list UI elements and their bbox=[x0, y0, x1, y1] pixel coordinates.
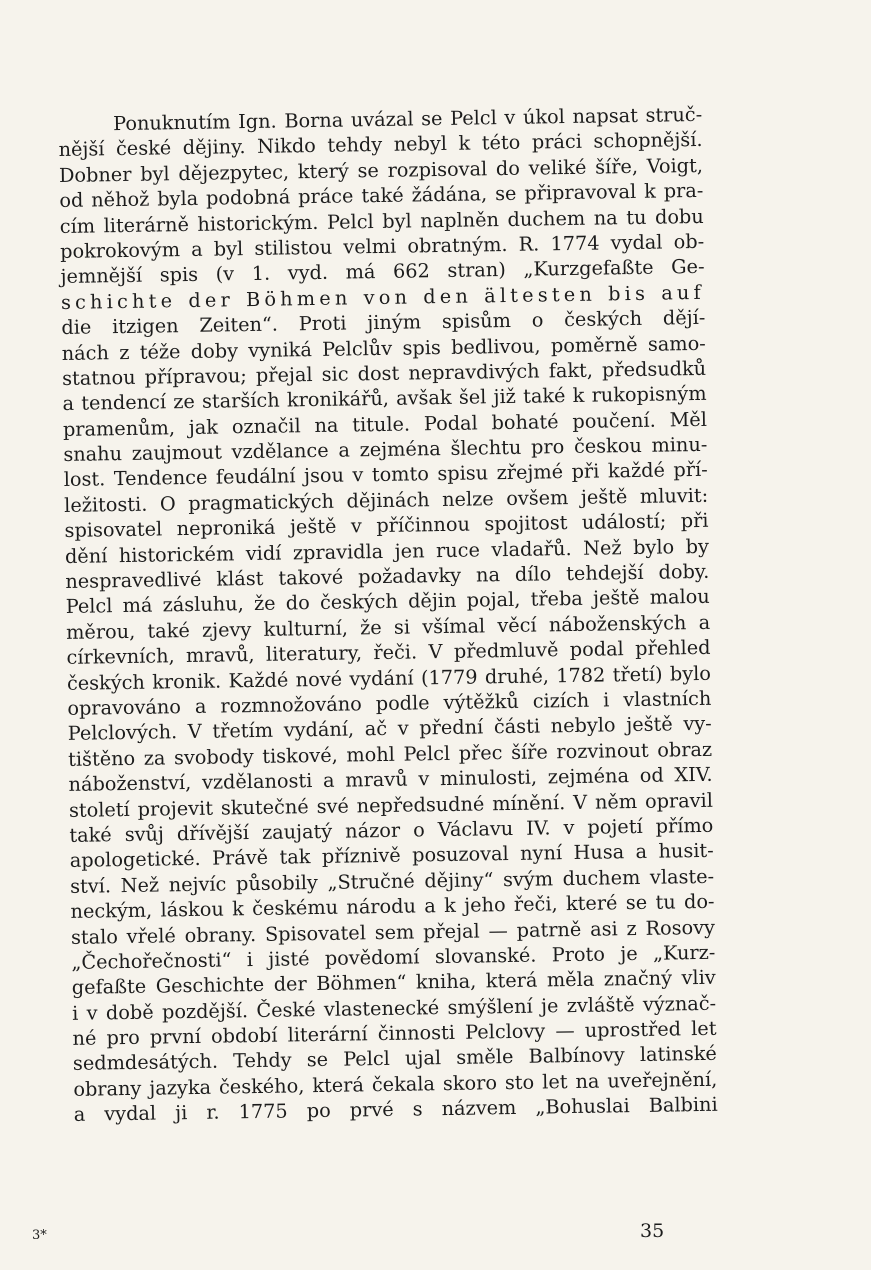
text-line: ležitosti. O pragmatických dějinách nelze ovšem ještě mluvit: bbox=[63, 483, 709, 517]
text-line: století projevit skutečné své nepředsudné mínění. V něm opravil bbox=[68, 788, 714, 822]
text-line: opravováno a rozmnožováno podle výtěžků cizích i vlastních bbox=[67, 686, 712, 720]
text-line: Pelclových. V třetím vydání, ač v přední části nebylo ještě vy- bbox=[67, 712, 712, 746]
text-line: pramenům, jak označil na titule. Podal bohaté poučení. Měl bbox=[62, 407, 708, 441]
text-line: gefaßte Geschichte der Böhmen“ kniha, která měla značný vliv bbox=[71, 966, 716, 1000]
text-line: cím literárně historickým. Pelcl byl naplněn duchem na tu dobu bbox=[59, 204, 704, 238]
text-line: nespravedlivé klást takové požadavky na dílo tehdejší doby. bbox=[65, 559, 710, 593]
text-line: snahu zaujmout vzdělance a zejména šlechtu pro českou minu- bbox=[63, 432, 708, 467]
text-line: a tendencí ze starších kronikářů, avšak šel již také k rukopisným bbox=[62, 382, 707, 416]
text-line: apologetické. Právě tak příznivě posuzoval nyní Husa a husit- bbox=[69, 839, 714, 873]
text-line: také svůj dřívější zaujatý názor o Václavu IV. v pojetí přímo bbox=[69, 813, 714, 847]
text-line: církevních, mravů, literatury, řeči. V předmluvě podal přehled bbox=[66, 636, 711, 670]
printer-signature: 3* bbox=[32, 1228, 47, 1243]
text-line: Ponuknutím Ign. Borna uvázal se Pelcl v úkol napsat struč- bbox=[113, 102, 703, 136]
text-line: náboženství, vzdělanosti a mravů v minulosti, zejména od XIV. bbox=[68, 762, 713, 797]
text-line: od něhož byla podobná práce také žádána, se připravoval k pra- bbox=[59, 179, 704, 213]
text-line: lost. Tendence feudální jsou v tomto spisu zřejmé při každé pří- bbox=[63, 458, 708, 492]
text-line: Dobner byl dějezpytec, který se rozpisoval do veliké šíře, Voigt, bbox=[58, 153, 704, 187]
text-line: spisovatel neproniká ještě v příčinnou spojitost událostí; při bbox=[64, 509, 709, 543]
text-line: a vydal ji r. 1775 po prvé s názvem „Bohuslai Balbini bbox=[73, 1092, 718, 1127]
text-line: neckým, láskou k českému národu a k jeho řeči, které se tu do- bbox=[70, 889, 715, 924]
text-line: die itzigen Zeiten“. Proti jiným spisům o českých dějí- bbox=[61, 305, 706, 340]
text-line: nách z téže doby vyniká Pelclův spis bedlivou, poměrně samo- bbox=[61, 331, 706, 365]
text-line: né pro první období literární činnosti Pelclovy — uprostřed let bbox=[72, 1016, 717, 1050]
text-line: tištěno za svobody tiskové, mohl Pelcl přec šíře rozvinout obraz bbox=[67, 737, 713, 771]
text-line: nější české dějiny. Nikdo tehdy nebyl k této práci schopnější. bbox=[58, 128, 703, 162]
text-line: Pelcl má zásluhu, že do českých dějin pojal, třeba ještě malou bbox=[65, 585, 710, 619]
text-line: českých kronik. Každé nové vydání (1779 druhé, 1782 třetí) bylo bbox=[66, 661, 712, 695]
text-line: ství. Než nejvíc působily „Stručné dějiny“ svým duchem vlaste- bbox=[69, 864, 715, 898]
text-line: obrany jazyka českého, která čekala skoro sto let na uveřejnění, bbox=[73, 1067, 718, 1101]
text-line: i v době pozdější. České vlastenecké smýšlení je zvláště význač- bbox=[71, 991, 717, 1025]
text-line: dění historickém vidí zpravidla jen ruce vladařů. Než bylo by bbox=[64, 534, 710, 568]
text-line: sedmdesátých. Tehdy se Pelcl ujal směle Balbínovy latinské bbox=[72, 1042, 718, 1076]
body-text bbox=[58, 102, 718, 1128]
text-line: „Čechořečnosti“ i jisté povědomí slovanské. Proto je „Kurz- bbox=[71, 940, 716, 974]
text-line: pokrokovým a byl stilistou velmi obratným. R. 1774 vydal ob- bbox=[60, 229, 705, 263]
text-line: měrou, také zjevy kulturní, že si všímal věcí náboženských a bbox=[65, 610, 711, 644]
text-line: jemnější spis (v 1. vyd. má 662 stran) „Kurzgefaßte Ge- bbox=[60, 255, 705, 289]
page-number: 35 bbox=[640, 1220, 665, 1242]
text-line: statnou přípravou; přejal sic dost nepravdivých fakt, předsudků bbox=[62, 356, 707, 390]
text-line: stalo vřelé obrany. Spisovatel sem přejal — patrně asi z Rosovy bbox=[70, 915, 716, 949]
text-line: schichte der Böhmen von den ältesten bis auf bbox=[60, 280, 706, 314]
